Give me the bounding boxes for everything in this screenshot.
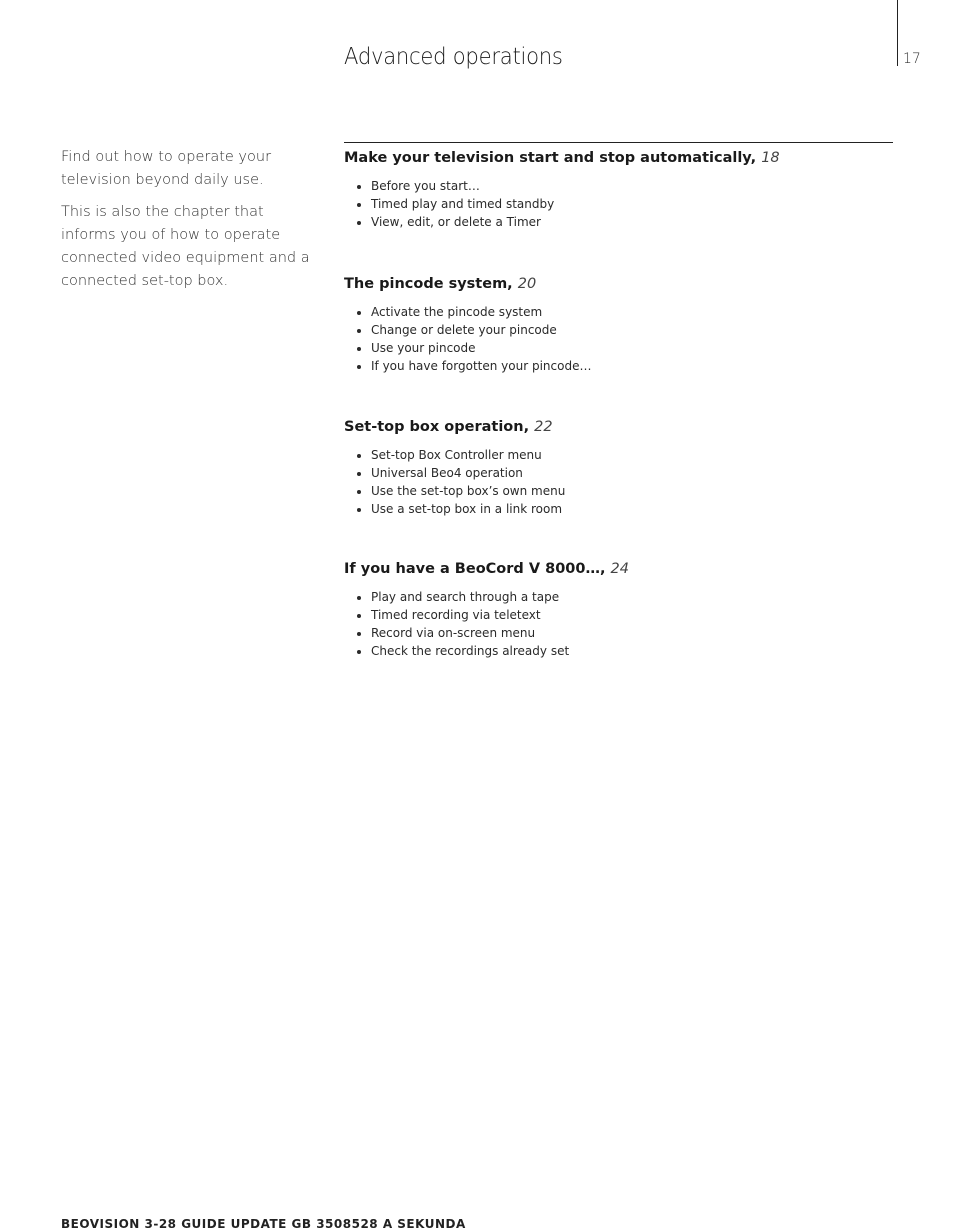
section-page-ref: 18 — [761, 150, 780, 166]
list-item: Use a set-top box in a link room — [344, 501, 893, 519]
contents-column — [344, 142, 893, 658]
list-item: Universal Beo4 operation — [344, 465, 893, 483]
list-item: Check the recordings already set — [344, 643, 893, 661]
section-title: Make your television start and stop automatically, — [344, 150, 757, 166]
list-item: Use your pincode — [344, 340, 893, 358]
section-pincode — [344, 274, 893, 376]
section-timer — [344, 148, 893, 232]
section-heading — [344, 417, 893, 437]
list-item: Record via on-screen menu — [344, 625, 893, 643]
list-item: View, edit, or delete a Timer — [344, 214, 893, 232]
section-page-ref: 24 — [610, 561, 629, 577]
list-item: Timed play and timed standby — [344, 196, 893, 214]
list-item: Activate the pincode system — [344, 304, 893, 322]
section-beocord — [344, 559, 893, 661]
bullet-list — [344, 178, 893, 232]
bullet-list — [344, 447, 893, 519]
list-item: If you have forgotten your pincode… — [344, 358, 893, 376]
list-item: Timed recording via teletext — [344, 607, 893, 625]
intro-column — [61, 146, 311, 302]
intro-paragraph: This is also the chapter that informs you of how to operate connected video equipment and a connected set-top box. — [61, 204, 310, 289]
list-item: Before you start… — [344, 178, 893, 196]
list-item: Use the set-top box’s own menu — [344, 483, 893, 501]
intro-paragraph: Find out how to operate your television beyond daily use. — [61, 149, 272, 188]
section-page-ref: 20 — [517, 276, 537, 292]
list-item: Play and search through a tape — [344, 589, 893, 607]
section-heading — [344, 559, 893, 579]
list-item: Set-top Box Controller menu — [344, 447, 893, 465]
section-title: The pincode system, — [344, 276, 513, 292]
chapter-title: Advanced operations — [344, 44, 563, 70]
section-title: Set-top box operation, — [344, 419, 530, 435]
section-set-top-box — [344, 417, 893, 519]
bullet-list — [344, 304, 893, 376]
list-item: Change or delete your pincode — [344, 322, 893, 340]
section-heading — [344, 148, 893, 168]
bullet-list — [344, 589, 893, 661]
section-heading — [344, 274, 893, 294]
margin-rule — [897, 0, 898, 66]
section-title: If you have a BeoCord V 8000…, — [344, 561, 606, 577]
section-page-ref: 22 — [534, 419, 553, 435]
footer-slug: BEOVISION 3-28 GUIDE UPDATE GB 3508528 A SEKUNDA — [61, 1217, 466, 1231]
page-number: 17 — [903, 51, 921, 67]
